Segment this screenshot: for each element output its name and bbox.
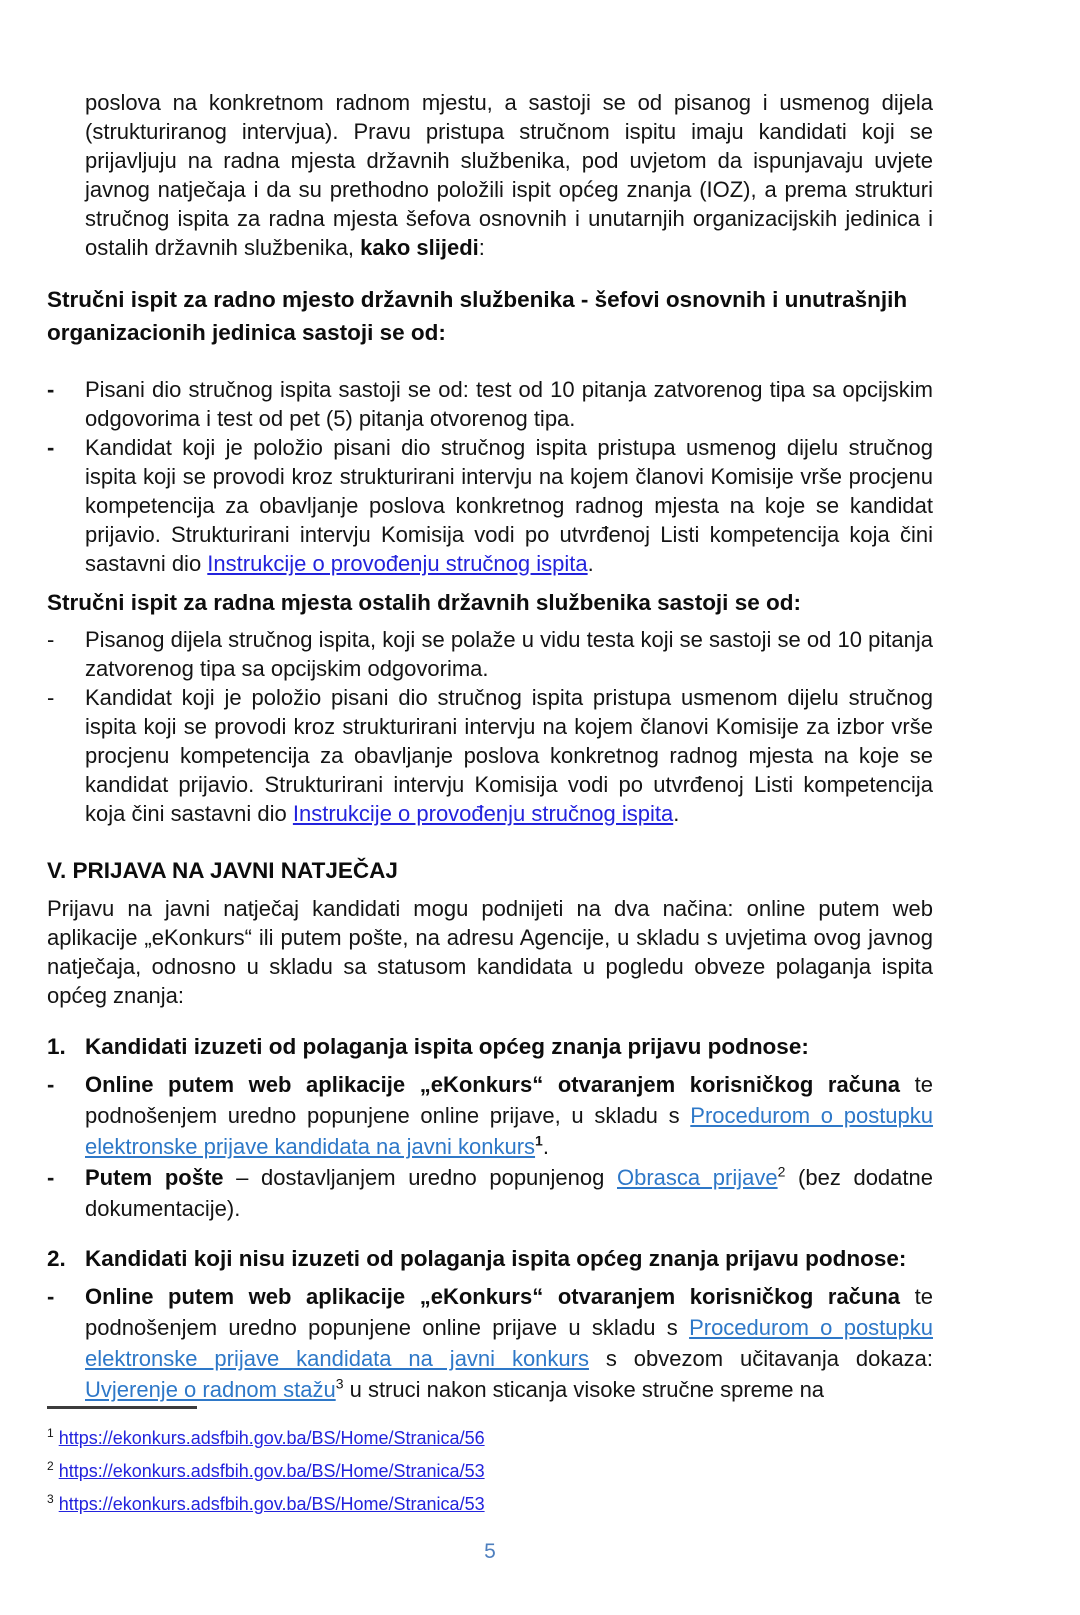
online-bold-lead: Online putem web aplikacije „eKonkurs“ otvaranjem korisničkog računa	[85, 1072, 901, 1097]
link-instrukcije-others[interactable]: Instrukcije o provođenju stručnog ispita	[292, 801, 674, 826]
numbered-heading-1-text: Kandidati izuzeti od polaganja ispita općeg znanja prijavu podnose:	[85, 1034, 809, 1059]
footnote-3	[47, 1485, 485, 1518]
online2-tail: u struci nakon sticanja visoke stručne spreme na	[343, 1377, 825, 1402]
heading-others-exam: Stručni ispit za radna mjesta ostalih državnih službenika sastoji se od:	[47, 590, 801, 615]
footnote-ref-2: 2	[777, 1163, 786, 1180]
heading-chiefs-exam: Stručni ispit za radno mjesto državnih službenika - šefovi osnovnih i unutrašnjih organizacionih jedinica sastoji se od:	[47, 287, 908, 345]
item2-list	[47, 1281, 934, 1405]
list-item-written-exam	[47, 375, 933, 433]
oral-exam-text: Kandidat koji je položio pisani dio stručnog ispita pristupa usmenom dijelu stručnog ispita koji se provodi kroz strukturirani intervju na kojem članovi Komisije za izbor vrše procjenu kompetencija za obavljanje poslova konkretnog radnog mjesta na koje se kandidat prijavio. Strukturirani intervju Komisija vodi po utvrđenoj Listi kompetencija koja čini sastavni dio	[85, 685, 933, 826]
footnote-ref-1: 1	[535, 1132, 543, 1149]
footnote-2-link[interactable]: https://ekonkurs.adsfbih.gov.ba/BS/Home/Stranica/53	[58, 1461, 485, 1481]
list-item-online-application-2	[47, 1281, 934, 1405]
footnote-1-marker: 1	[47, 1426, 54, 1440]
dash-marker: -	[47, 685, 55, 710]
online2-bold-lead: Online putem web aplikacije „eKonkurs“ otvaranjem korisničkog računa	[85, 1284, 901, 1309]
list-item-oral-exam	[47, 683, 933, 828]
intro-bold-tail: kako slijedi	[360, 235, 479, 260]
online2-mid-text: s obvezom učitavanja dokaza:	[588, 1346, 933, 1371]
dash-marker: -	[47, 377, 55, 402]
footnote-2	[47, 1452, 485, 1485]
item1-list	[47, 1069, 934, 1224]
number-marker-1: 1.	[47, 1034, 66, 1059]
heading-application-section: V. PRIJAVA NA JAVNI NATJEČAJ	[47, 858, 398, 883]
online-text: te podnošenjem uredno popunjene online prijave, u skladu s	[85, 1072, 934, 1128]
dash-marker: -	[47, 435, 55, 460]
list-item-oral-exam	[47, 433, 933, 578]
dash-marker: -	[47, 1165, 55, 1190]
online2-text: te podnošenjem uredno popunjene online prijave u skladu s	[85, 1284, 934, 1340]
post-text: – dostavljanjem uredno popunjenog	[223, 1165, 617, 1190]
others-exam-list	[47, 625, 933, 828]
numbered-heading-2-text: Kandidati koji nisu izuzeti od polaganja ispita općeg znanja prijavu podnose:	[85, 1246, 907, 1271]
footnote-1-link[interactable]: https://ekonkurs.adsfbih.gov.ba/BS/Home/Stranica/56	[58, 1428, 485, 1448]
list-item-postal-application	[47, 1162, 933, 1224]
oral-exam-period: .	[673, 801, 680, 826]
link-instrukcije-chiefs[interactable]: Instrukcije o provođenju stručnog ispita	[207, 551, 588, 576]
oral-exam-text: Kandidat koji je položio pisani dio stručnog ispita pristupa usmenog dijelu stručnog ispita koji se provodi kroz strukturirani intervju na kojem članovi Komisije vrše procjenu kompetencija za obavljanje poslova konkretnog radnog mjesta na koje se kandidat prijavio. Strukturirani intervju Komisija vodi po utvrđenoj Listi kompetencija koja čini sastavni dio	[85, 435, 933, 576]
link-procedura-2[interactable]: Procedurom o postupku elektronske prijave kandidata na javni konkurs	[85, 1315, 933, 1371]
dash-marker: -	[47, 627, 55, 652]
intro-text: poslova na konkretnom radnom mjestu, a sastoji se od pisanog i usmenog dijela (strukturiranog intervjua). Pravu pristupa stručnom ispitu imaju kandidati koji se prijavljuju na radna mjesta državnih službenika, pod uvjetom da ispunjavaju uvjete javnog natječaja i da su prethodno položili ispit općeg znanja (IOZ), a prema strukturi stručnog ispita za radna mjesta šefova osnovnih i unutarnjih organizacijskih jedinica i ostalih državnih službenika,	[85, 90, 933, 260]
footnote-2-marker: 2	[47, 1459, 54, 1473]
list-item-online-application	[47, 1069, 934, 1162]
dash-marker: -	[47, 1072, 55, 1097]
footnote-1	[47, 1419, 485, 1452]
numbered-heading-1	[47, 1030, 933, 1063]
post-tail: (bez dodatne dokumentacije).	[85, 1165, 933, 1221]
oral-exam-period: .	[587, 551, 594, 576]
numbered-heading-2	[47, 1242, 933, 1275]
page-number: 5	[484, 1540, 496, 1563]
footnote-separator	[47, 1406, 197, 1409]
number-marker-2: 2.	[47, 1246, 66, 1271]
dash-marker: -	[47, 1284, 55, 1309]
footnote-3-link[interactable]: https://ekonkurs.adsfbih.gov.ba/BS/Home/Stranica/53	[58, 1494, 485, 1514]
intro-paragraph	[85, 88, 933, 262]
footnote-ref-3: 3	[335, 1375, 344, 1392]
written-exam-text: Pisanog dijela stručnog ispita, koji se polaže u vidu testa koji se sastoji se od 10 pitanja zatvorenog tipa sa opcijskim odgovorima.	[85, 627, 933, 681]
written-exam-text: Pisani dio stručnog ispita sastoji se od: test od 10 pitanja zatvorenog tipa sa opcijskim odgovorima i test od pet (5) pitanja otvorenog tipa.	[85, 377, 933, 431]
list-item-written-exam	[47, 625, 933, 683]
application-intro-paragraph: Prijavu na javni natječaj kandidati mogu podnijeti na dva načina: online putem web aplikacije „eKonkurs“ ili putem pošte, na adresu Agencije, u skladu s uvjetima ovog javnog natječaja, odnosno u skladu sa statusom kandidata u pogledu obveze polaganja ispita općeg znanja:	[47, 896, 933, 1008]
chiefs-exam-list	[47, 375, 933, 578]
link-obrazac-prijave[interactable]: Obrasca prijave	[617, 1165, 778, 1190]
link-procedura-1[interactable]: Procedurom o postupku elektronske prijave kandidata na javni konkurs	[85, 1103, 934, 1159]
post-bold-lead: Putem pošte	[85, 1165, 224, 1190]
intro-colon: :	[478, 235, 485, 260]
footnotes-block	[47, 1406, 485, 1518]
link-uvjerenje-staz[interactable]: Uvjerenje o radnom stažu	[85, 1377, 336, 1402]
footnote-3-marker: 3	[47, 1492, 54, 1506]
online-tail: .	[542, 1134, 549, 1159]
